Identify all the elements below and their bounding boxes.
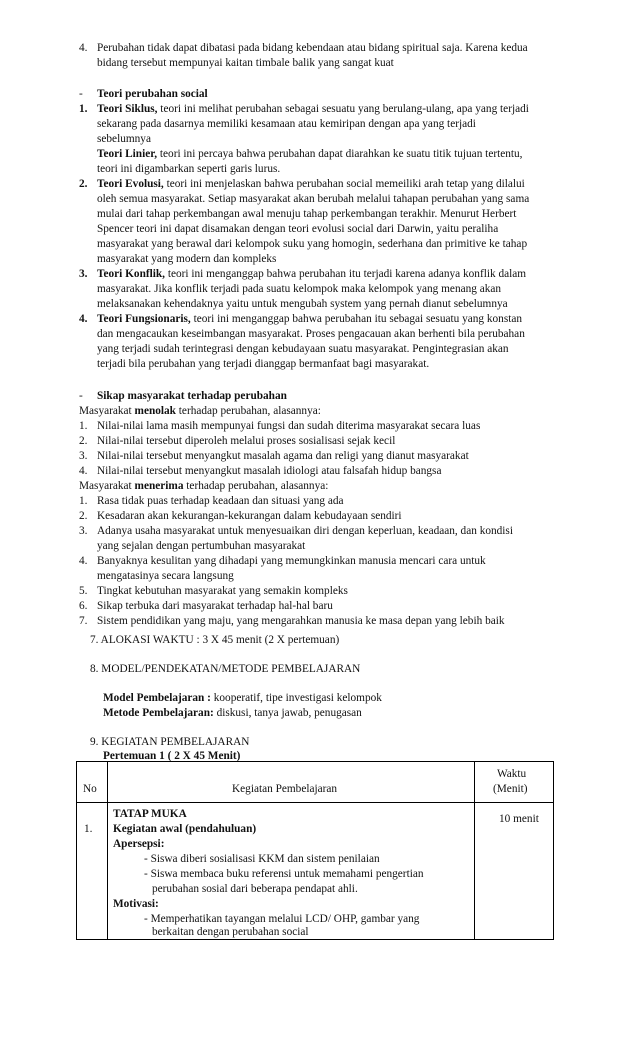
paragraph-line: yang terjadi sudah terintegrasi dengan kebudayaan suatu masyarakat. Pengintegrasian akan	[97, 343, 509, 355]
paragraph-line: mulai dari tahap perkembangan awal menuju tahap perkembangan terakhir. Menurut Herbert	[97, 208, 517, 220]
paragraph-line: sekarang pada dasarnya memiliki kesamaan atau kemiripan dengan apa yang terjadi	[97, 118, 476, 130]
list-item: Sikap terbuka dari masyarakat terhadap hal-hal baru	[97, 600, 333, 612]
term-linier: Teori Linier,	[97, 148, 158, 160]
section-heading-teori: Teori perubahan social	[97, 88, 208, 100]
tatap-muka-label: TATAP MUKA	[113, 808, 187, 820]
paragraph-line: masyarakat. Jika konflik terjadi pada suatu kelompok maka kelompok yang menang akan	[97, 283, 502, 295]
header-no: No	[83, 783, 97, 795]
model-line	[103, 691, 382, 706]
paragraph-line: dan mengacaukan keseimbangan masyarakat. Proses pengacauan akan berhenti bila perubahan	[97, 328, 525, 340]
kegiatan-awal-label: Kegiatan awal (pendahuluan)	[113, 823, 257, 835]
list-number: 2.	[79, 435, 88, 447]
kegiatan-table	[76, 761, 554, 940]
term-menolak: menolak	[134, 405, 176, 417]
list-item: Adanya usaha masyarakat untuk menyesuaikan diri dengan keperluan, keadaan, dan kondisi	[97, 525, 513, 537]
header-cell-waktu	[475, 762, 554, 803]
paragraph-line: masyarakat yang modern dan kompleks	[97, 253, 277, 265]
teori-fungsionaris-line	[97, 312, 522, 327]
list-number: 4.	[79, 555, 88, 567]
teori-evolusi-text: teori ini menjelaskan bahwa perubahan social memeiliki arah tetap yang dilalui	[163, 178, 525, 190]
list-number: 1.	[79, 420, 88, 432]
cell-waktu	[475, 803, 554, 940]
teori-siklus-text: teori ini melihat perubahan sebagai sesuatu yang berulang-ulang, apa yang terjadi	[157, 103, 529, 115]
list-item: Nilai-nilai lama masih mempunyai fungsi dan sudah diterima masyarakat secara luas	[97, 420, 481, 432]
intro-text: terhadap perubahan, alasannya:	[183, 480, 329, 492]
paragraph-line: Perubahan tidak dapat dibatasi pada bidang kebendaan atau bidang spiritual saja. Karena kedua	[97, 42, 528, 54]
header-kegiatan: Kegiatan Pembelajaran	[232, 783, 338, 795]
list-number: 6.	[79, 600, 88, 612]
list-number: 1.	[79, 103, 88, 115]
header-waktu: Waktu	[497, 768, 527, 780]
motivasi-item-cont: berkaitan dengan perubahan social	[152, 926, 309, 938]
model-value: kooperatif, tipe investigasi kelompok	[210, 692, 382, 704]
section-heading-sikap: Sikap masyarakat terhadap perubahan	[97, 390, 287, 402]
motivasi-item: - Memperhatikan tayangan melalui LCD/ OHP, gambar yang	[144, 913, 420, 925]
table-header-row	[77, 762, 554, 803]
pertemuan-title: Pertemuan 1 ( 2 X 45 Menit)	[103, 750, 241, 762]
dash-bullet: -	[79, 88, 83, 100]
table-row	[77, 803, 554, 940]
list-number: 4.	[79, 42, 88, 54]
paragraph-line: bidang tersebut mempunyai kaitan timbale balik yang sangat kuat	[97, 57, 394, 69]
dash-bullet: -	[79, 390, 83, 402]
paragraph-line: oleh semua masyarakat. Setiap masyarakat akan berubah melalui tahapan perubahan yang sama	[97, 193, 530, 205]
paragraph-line: Spencer teori ini dapat disamakan dengan teori evolusi social dari Darwin, yaitu peraliha	[97, 223, 499, 235]
header-cell-kegiatan	[108, 762, 475, 803]
list-number: 3.	[79, 268, 88, 280]
row-number: 1.	[84, 823, 93, 835]
list-item: Banyaknya kesulitan yang dihadapi yang memungkinkan manusia mencari cara untuk	[97, 555, 486, 567]
list-number: 4.	[79, 313, 88, 325]
list-number: 5.	[79, 585, 88, 597]
list-item: mengatasinya secara langsung	[97, 570, 234, 582]
menerima-intro	[79, 479, 328, 494]
teori-konflik-line	[97, 267, 526, 282]
list-number: 1.	[79, 495, 88, 507]
paragraph-line: sebelumnya	[97, 133, 151, 145]
teori-konflik-text: teori ini menganggap bahwa perubahan itu terjadi karena adanya konflik dalam	[165, 268, 527, 280]
section-heading-model: 8. MODEL/PENDEKATAN/METODE PEMBELAJARAN	[90, 663, 361, 675]
list-number: 2.	[79, 178, 88, 190]
list-number: 3.	[79, 450, 88, 462]
section-heading-kegiatan: 9. KEGIATAN PEMBELAJARAN	[90, 736, 250, 748]
metode-label: Metode Pembelajaran:	[103, 707, 214, 719]
waktu-value: 10 menit	[499, 813, 539, 825]
teori-linier-line	[97, 147, 523, 162]
term-fungsionaris: Teori Fungsionaris,	[97, 313, 191, 325]
apersepsi-item: - Siswa diberi sosialisasi KKM dan sistem penilaian	[144, 853, 380, 865]
model-label: Model Pembelajaran :	[103, 692, 211, 704]
paragraph-line: melaksanakan kehendaknya yaitu untuk mengubah system yang pernah dianut sebelumnya	[97, 298, 508, 310]
teori-siklus-line	[97, 102, 529, 117]
header-menit: (Menit)	[493, 783, 528, 795]
list-item: yang sejalan dengan pertumbuhan masyarakat	[97, 540, 306, 552]
term-konflik: Teori Konflik,	[97, 268, 166, 280]
section-heading-alokasi: 7. ALOKASI WAKTU : 3 X 45 menit (2 X pertemuan)	[90, 634, 340, 646]
header-cell-no	[77, 762, 108, 803]
paragraph-line: terjadi bila perubahan yang terjadi dianggap bermanfaat bagi masyarakat.	[97, 358, 430, 370]
list-item: Tingkat kebutuhan masyarakat yang semakin kompleks	[97, 585, 348, 597]
list-number: 4.	[79, 465, 88, 477]
menolak-intro	[79, 404, 321, 419]
list-item: Sistem pendidikan yang maju, yang mengarahkan manusia ke masa depan yang lebih baik	[97, 615, 505, 627]
paragraph-line: masyarakat yang berawal dari kelompok suku yang homogin, sederhana dan primitive ke tahap	[97, 238, 528, 250]
teori-fungsionaris-text: teori ini menganggap bahwa perubahan itu sebagai sesuatu yang konstan	[190, 313, 523, 325]
apersepsi-item-cont: perubahan sosial dari beberapa pendapat ahli.	[152, 883, 358, 895]
list-item: Nilai-nilai tersebut menyangkut masalah idiologi atau falsafah hidup bangsa	[97, 465, 442, 477]
list-item: Nilai-nilai tersebut diperoleh melalui proses sosialisasi sejak kecil	[97, 435, 396, 447]
term-evolusi: Teori Evolusi,	[97, 178, 164, 190]
cell-kegiatan	[108, 803, 475, 940]
list-item: Rasa tidak puas terhadap keadaan dan situasi yang ada	[97, 495, 344, 507]
list-number: 2.	[79, 510, 88, 522]
motivasi-label: Motivasi:	[113, 898, 159, 910]
teori-linier-text: teori ini percaya bahwa perubahan dapat diarahkan ke suatu titik tujuan tertentu,	[157, 148, 523, 160]
apersepsi-label: Apersepsi:	[113, 838, 165, 850]
teori-evolusi-line	[97, 177, 525, 192]
list-item: Kesadaran akan kekurangan-kekurangan dalam kebudayaan sendiri	[97, 510, 402, 522]
intro-text: Masyarakat	[79, 480, 135, 492]
apersepsi-item: - Siswa membaca buku referensi untuk memahami pengertian	[144, 868, 424, 880]
term-menerima: menerima	[134, 480, 184, 492]
paragraph-line: teori ini digambarkan seperti garis lurus.	[97, 163, 281, 175]
list-item: Nilai-nilai tersebut menyangkut masalah agama dan religi yang dianut masyarakat	[97, 450, 469, 462]
cell-no	[77, 803, 108, 940]
intro-text: terhadap perubahan, alasannya:	[175, 405, 321, 417]
metode-value: diskusi, tanya jawab, penugasan	[213, 707, 362, 719]
list-number: 7.	[79, 615, 88, 627]
intro-text: Masyarakat	[79, 405, 135, 417]
term-siklus: Teori Siklus,	[97, 103, 158, 115]
list-number: 3.	[79, 525, 88, 537]
metode-line	[103, 706, 362, 721]
